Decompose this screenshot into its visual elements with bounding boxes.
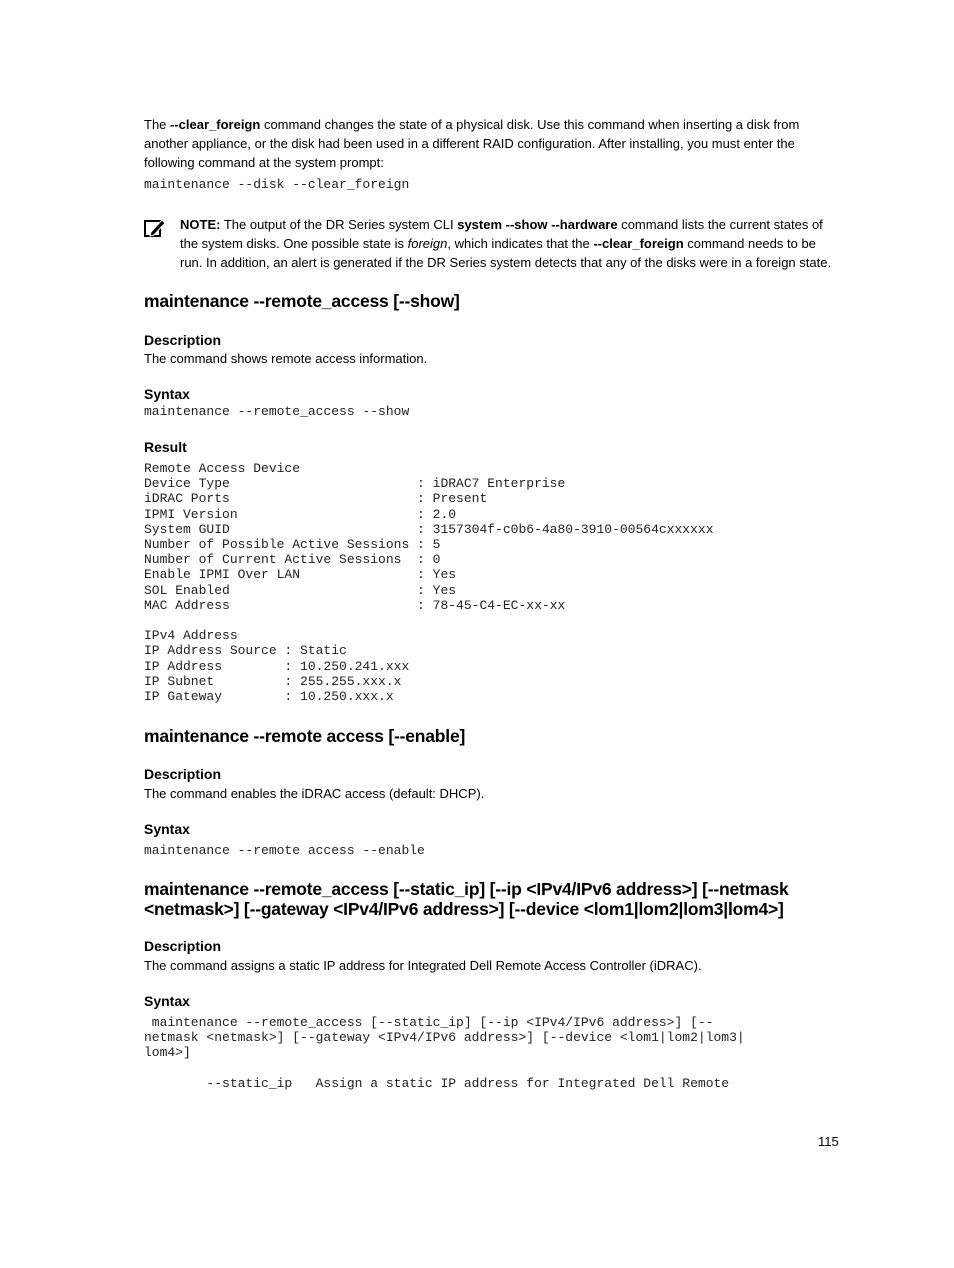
note-text-3: , which indicates that the (447, 236, 594, 251)
enable-description: The command enables the iDRAC access (default: DHCP). (144, 786, 485, 801)
clear-foreign-code: maintenance --disk --clear_foreign (144, 177, 410, 192)
static-ip-description: The command assigns a static IP address for Integrated Dell Remote Access Controller (iDRAC). (144, 958, 702, 973)
show-description: The command shows remote access information. (144, 351, 428, 366)
enable-description-heading: Description (144, 766, 222, 782)
foreign-emphasis: foreign (407, 236, 448, 251)
enable-syntax-code: maintenance --remote access --enable (144, 843, 425, 858)
page-number: 115 (818, 1134, 839, 1149)
show-description-heading: Description (144, 332, 222, 348)
intro-paragraph (144, 115, 834, 172)
static-ip-syntax-heading: Syntax (144, 993, 190, 1009)
show-result-output: Remote Access Device Device Type : iDRAC7 Enterprise iDRAC Ports : Present IPMI Version : 2.0 System GUID : 3157304f-c0b6-4a80-3910-00564cxxxxxx Number of Possible Active Sessions : 5 Number of Current Active Sessions : 0 Enable IPMI Over LAN : Yes SOL Enabled : Yes MAC Address : 78-45-C4-EC-xx-xx IPv4 Address IP Address Source : Static IP Address : 10.250.241.xxx IP Subnet : 255.255.xxx.x IP Gateway : 10.250.xxx.x (144, 461, 714, 705)
note-label: NOTE: (180, 217, 221, 232)
note-text-4: command needs to be run. In addition, an alert is generated if the DR Series system detects that any of the disks were in a foreign state. (180, 236, 832, 270)
static-ip-syntax-code: maintenance --remote_access [--static_ip] [--ip <IPv4/IPv6 address>] [-- netmask <netmask>] [--gateway <IPv4/IPv6 address>] [--device <lom1|lom2|lom3| lom4>] --static_ip Assign a static IP address for Integrated Dell Remote (144, 1015, 745, 1091)
note-text-1: The output of the DR Series system CLI (220, 217, 458, 232)
enable-syntax-heading: Syntax (144, 821, 190, 837)
show-section-title: maintenance --remote_access [--show] (144, 291, 460, 311)
intro-text-1: The (144, 117, 171, 132)
note-paragraph (180, 215, 835, 272)
intro-text-2: command changes the state of a physical disk. Use this command when inserting a disk from another appliance, or the disk had been used in a different RAID configuration. After installing, you must enter the following command at the system prompt: (144, 117, 800, 170)
clear-foreign-command-note: --clear_foreign (593, 236, 684, 251)
system-show-hardware-command: system --show --hardware (457, 217, 618, 232)
show-syntax-heading: Syntax (144, 386, 190, 402)
note-text-2: command lists the current states of the system disks. One possible state is (180, 217, 823, 251)
clear-foreign-command: --clear_foreign (170, 117, 261, 132)
show-result-heading: Result (144, 439, 187, 455)
pencil-icon (144, 218, 166, 238)
enable-section-title: maintenance --remote access [--enable] (144, 726, 466, 746)
static-ip-section-title: maintenance --remote_access [--static_ip] [--ip <IPv4/IPv6 address>] [--netmask <netmask>] [--gateway <IPv4/IPv6 address>] [--device <lom1|lom2|lom3|lom4>] (144, 879, 789, 919)
static-ip-description-heading: Description (144, 938, 222, 954)
show-syntax-code: maintenance --remote_access --show (144, 404, 410, 419)
